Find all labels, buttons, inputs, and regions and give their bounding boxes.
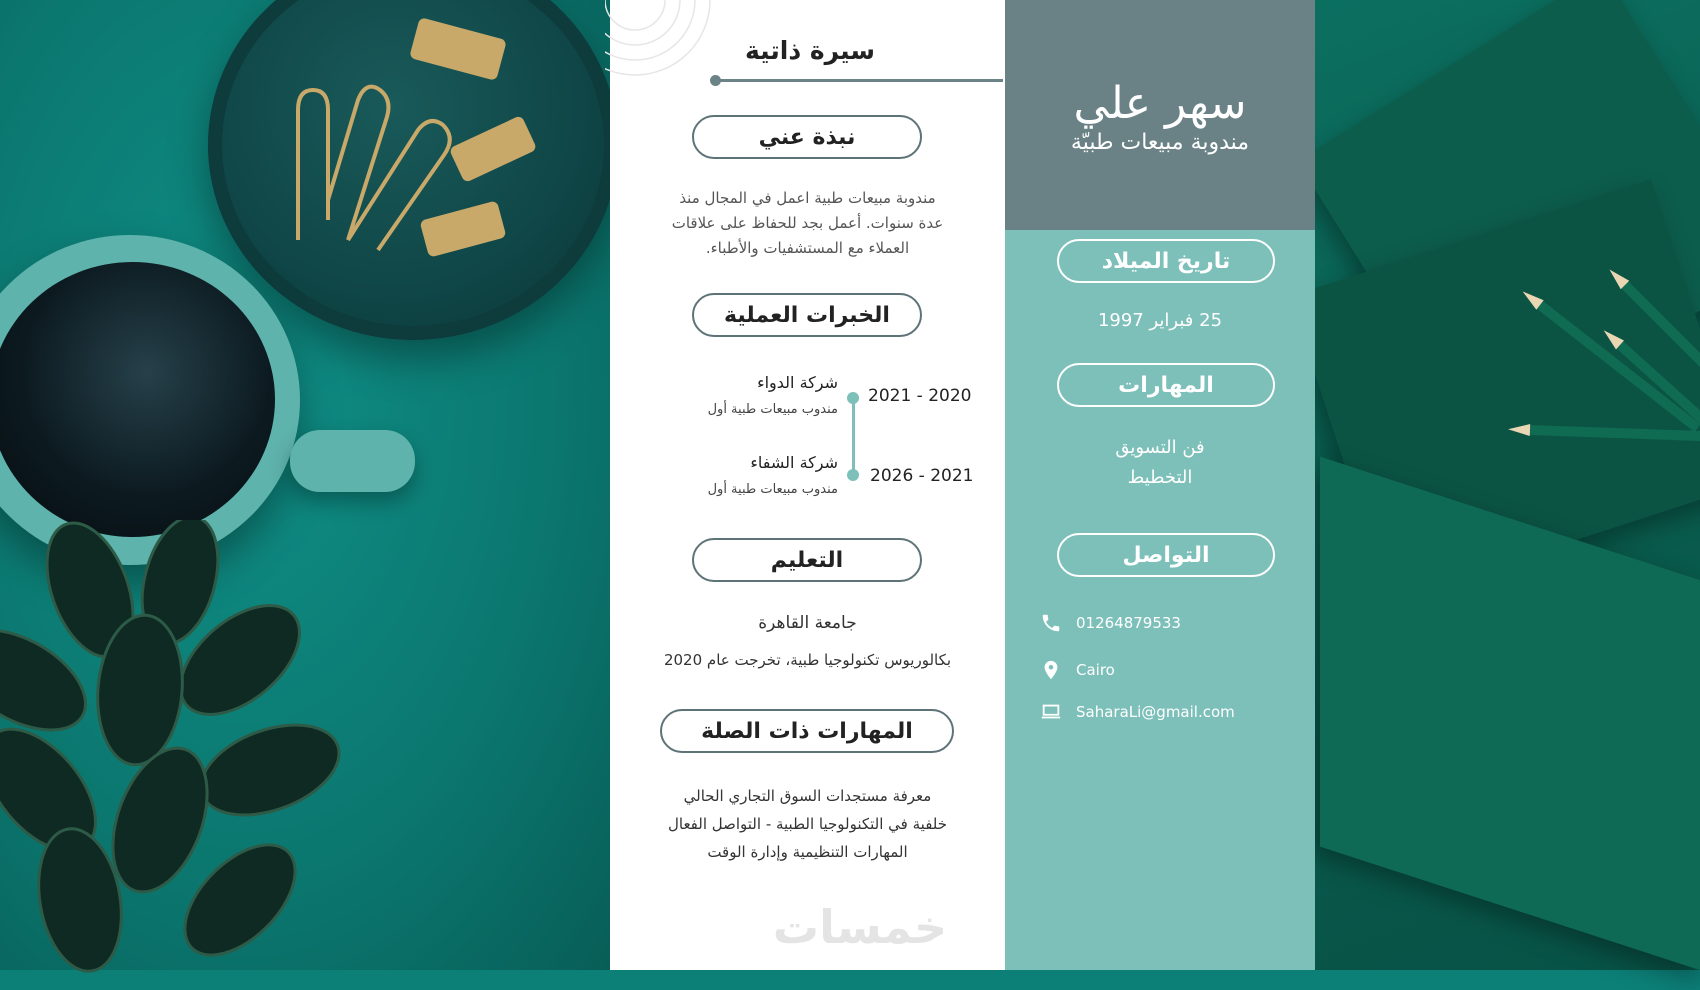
job-company: شركة الدواء xyxy=(757,373,838,392)
related-skills-heading: المهارات ذات الصلة xyxy=(660,709,954,753)
about-text xyxy=(630,186,985,261)
job-role: مندوب مبيعات طبية أول xyxy=(707,402,838,417)
job-company: شركة الشفاء xyxy=(750,453,838,472)
concentric-circles-decoration xyxy=(605,0,715,100)
about-heading: نبذة عني xyxy=(692,115,922,159)
skills-heading: المهارات xyxy=(1057,363,1275,407)
birth-date: 25 فبراير 1997 xyxy=(1097,310,1223,331)
phone-number[interactable]: 01264879533 xyxy=(1076,614,1181,632)
coffee-surface xyxy=(0,262,275,537)
phone-icon xyxy=(1040,612,1062,634)
person-name: سهر علي xyxy=(1073,78,1247,129)
job-years: 2021 - 2020 xyxy=(868,386,972,406)
job-role: مندوب مبيعات طبية أول xyxy=(707,482,838,497)
timeline-dot xyxy=(847,469,859,481)
contact-email xyxy=(1040,701,1235,723)
cv-title: سيرة ذاتية xyxy=(745,36,875,65)
title-underline xyxy=(717,79,1003,82)
sidebar-panel xyxy=(1005,230,1315,970)
education-heading: التعليم xyxy=(692,538,922,582)
about-line: مندوبة مبيعات طبية اعمل في المجال منذ xyxy=(679,189,936,207)
skill-item: فن التسويق xyxy=(1115,437,1205,458)
experience-heading: الخبرات العملية xyxy=(692,293,922,337)
cup-handle xyxy=(290,430,415,492)
about-line: العملاء مع المستشفيات والأطباء. xyxy=(705,239,910,257)
about-line: عدة سنوات. أعمل بجد للحفاظ على علاقات xyxy=(671,214,944,232)
related-skill-line: معرفة مستجدات السوق التجاري الحالي xyxy=(683,787,932,805)
contact-phone xyxy=(1040,612,1181,634)
location-pin-icon xyxy=(1040,659,1062,681)
degree: بكالوريوس تكنولوجيا طبية، تخرجت عام 2020 xyxy=(663,651,952,669)
email-address[interactable]: SaharaLi@gmail.com xyxy=(1076,703,1235,721)
watermark: خمسات xyxy=(772,900,948,954)
contact-heading: التواصل xyxy=(1057,533,1275,577)
laptop-icon xyxy=(1040,701,1062,723)
tray-decoration xyxy=(208,0,618,340)
timeline-dot xyxy=(847,392,859,404)
university: جامعة القاهرة xyxy=(758,613,857,633)
paperclips-decoration xyxy=(208,0,618,340)
timeline-line xyxy=(852,397,855,477)
location-text: Cairo xyxy=(1076,661,1115,679)
related-skill-line: خلفية في التكنولوجيا الطبية - التواصل الفعال xyxy=(667,815,948,833)
related-skill-line: المهارات التنظيمية وإدارة الوقت xyxy=(707,843,908,861)
birth-heading: تاريخ الميلاد xyxy=(1057,239,1275,283)
contact-location xyxy=(1040,659,1115,681)
job-years: 2026 - 2021 xyxy=(870,466,974,486)
skill-item: التخطيط xyxy=(1127,467,1193,488)
plant-decoration xyxy=(0,520,420,990)
person-job-title: مندوبة مبيعات طبيّة xyxy=(1070,130,1250,155)
related-skills-text xyxy=(625,782,990,866)
